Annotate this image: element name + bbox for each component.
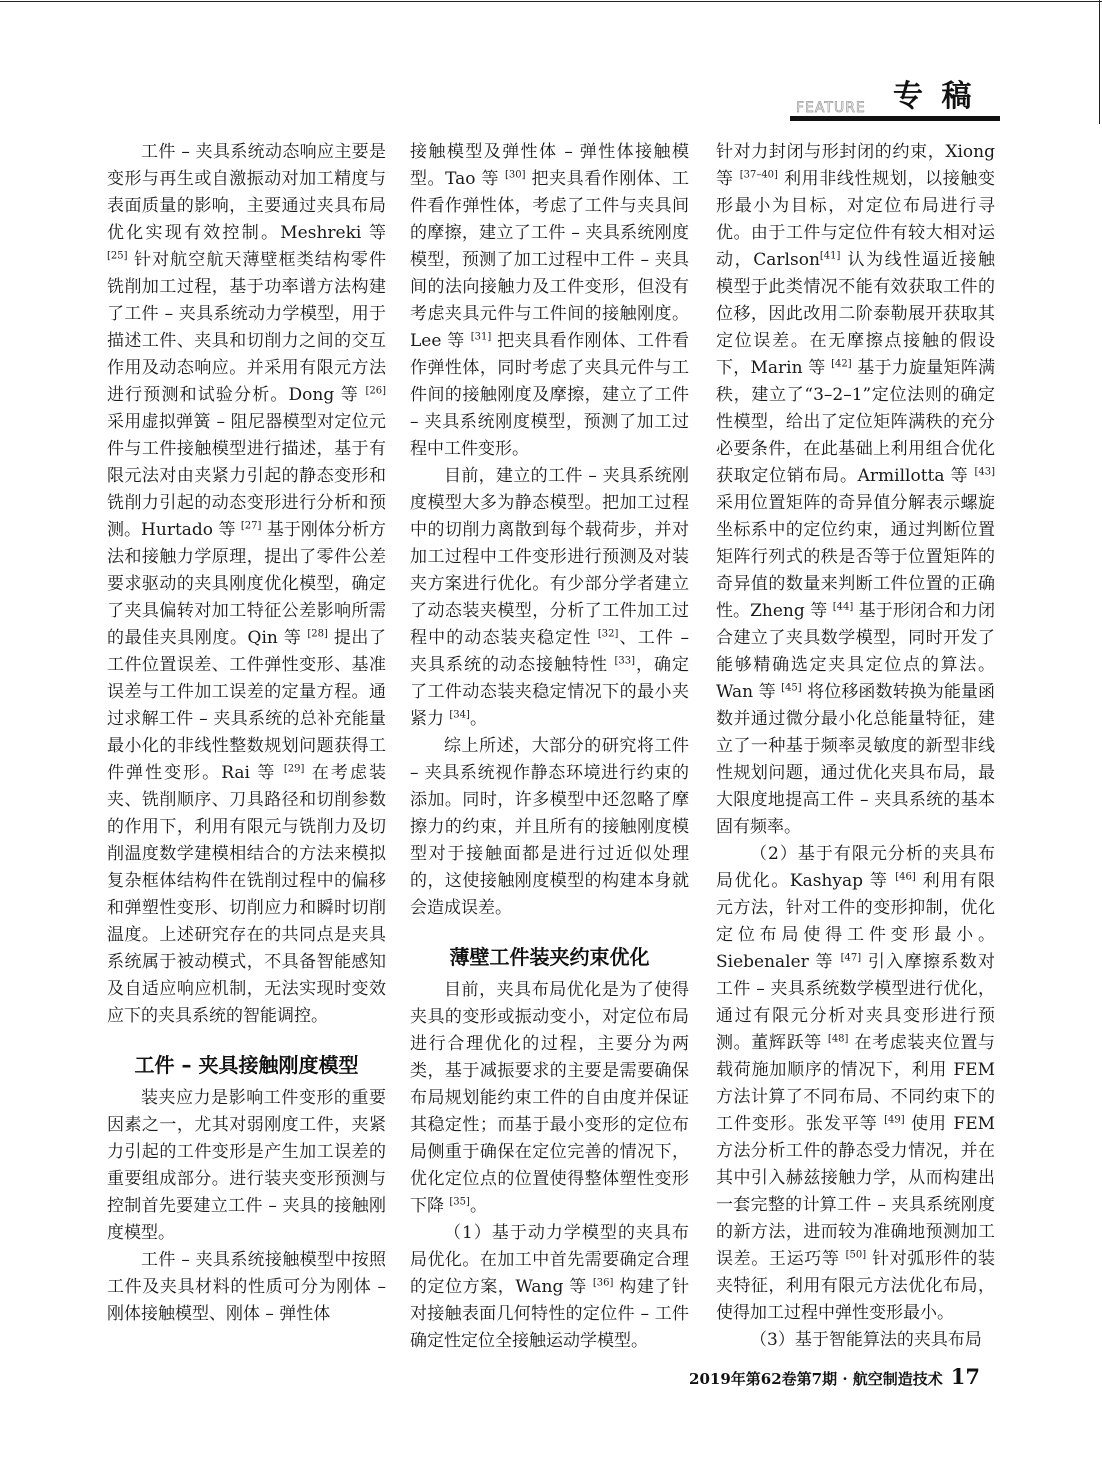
citation-ref: [46] bbox=[895, 871, 916, 883]
citation-ref: [49] bbox=[884, 1114, 905, 1126]
body-paragraph: （2）基于有限元分析的夹具布局优化。Kashyap 等 [46] 利用有限元方法，针对工件的变形抑制，优化定位布局使得工件变形最小。Siebenaler 等 [47] 引入摩擦系数对工件 – 夹具系统数学模型进行优化，通过有限元分析对夹具变形进行预测。董辉跃等 [48] 在考虑装夹位置与载荷施加顺序的情况下，利用 FEM 方法计算了不同布局、不同约束下的工件变形。张发平等 [49] 使用 FEM 方法分析工件的静态受力情况，并在其中引入赫兹接触力学，从而构建出一套完整的计算工件 – 夹具系统刚度的新方法，进而较为准确地预测加工误差。王运巧等 [50] 针对弧形件的装夹特征，利用有限元方法优化布局，使得加工过程中弹性变形最小。 bbox=[716, 844, 996, 1323]
body-paragraph: 综上所述，大部分的研究将工件 – 夹具系统视作静态环境进行约束的添加。同时，许多模型中还忽略了摩擦力的约束，并且所有的接触刚度模型对于接触面都是进行过近似处理的，这使接触刚度模型的构建本身就会造成误差。 bbox=[410, 736, 689, 918]
citation-ref: [43] bbox=[974, 466, 995, 478]
body-paragraph-continued: 接触模型及弹性体 – 弹性体接触模型。Tao 等 [30] 把夹具看作刚体、工件看作弹性体，考虑了工件与夹具间的摩擦，建立了工件 – 夹具系统刚度模型，预测了加工过程中工件 – 夹具间的法向接触力及工件变形，但没有考虑夹具元件与工件间的接触刚度。Lee 等 [31] 把夹具看作刚体、工件看作弹性体，同时考虑了夹具元件与工件间的接触刚度及摩擦，建立了工件 – 夹具系统刚度模型，预测了加工过程中工件变形。 bbox=[410, 142, 690, 459]
page-number: 17 bbox=[950, 1364, 980, 1389]
body-paragraph-continued: 针对力封闭与形封闭的约束，Xiong 等 [37–40] 利用非线性规划，以接触变形最小为目标，对定位布局进行寻优。由于工件与定位件有较大相对运动，Carlson[41] 认为线性逼近接触模型于此类情况不能有效获取工件的位移，因此改用二阶泰勒展开获取其定位误差。在无摩擦点接触的假设下，Marin 等 [42] 基于力旋量矩阵满秩，建立了“3–2–1”定位法则的确定性模型，给出了定位矩阵满秩的充分必要条件，在此基础上利用组合优化获取定位销布局。Armillotta 等 [43] 采用位置矩阵的奇异值分解表示螺旋坐标系中的定位约束，通过判断位置矩阵行列式的秩是否等于位置矩阵的奇异值的数量来判断工件位置的正确性。Zheng 等 [44] 基于形闭合和力闭合建立了夹具数学模型，同时开发了能够精确选定夹具定位点的算法。Wan 等 [45] 将位移函数转换为能量函数并通过微分最小化总能量特征，建立了一种基于频率灵敏度的新型非线性规划问题，通过优化夹具布局，最大限度地提高工件 – 夹具系统的基本固有频率。 bbox=[716, 142, 996, 837]
journal-issue: 2019年第62卷第7期 · 航空制造技术 bbox=[689, 1370, 943, 1388]
body-paragraph: （3）基于智能算法的夹具布局 bbox=[750, 1330, 982, 1350]
citation-ref: [32] bbox=[597, 628, 619, 640]
citation-ref: [41] bbox=[819, 250, 841, 262]
feature-label: FEATURE bbox=[796, 100, 866, 116]
text-column-3 bbox=[716, 139, 995, 1354]
body-paragraph: 目前，建立的工件 – 夹具系统刚度模型大多为静态模型。把加工过程中的切削力离散到每个载荷步，并对加工过程中工件变形进行预测及对装夹方案进行优化。有少部分学者建立了动态装夹模型，分析了工件加工过程中的动态装夹稳定性 [32]、工件 – 夹具系统的动态接触特性 [33]，确定了工件动态装夹稳定情况下的最小夹紧力 [34]。 bbox=[410, 466, 690, 729]
citation-ref: [36] bbox=[592, 1277, 614, 1289]
citation-ref: [35] bbox=[449, 1196, 470, 1208]
citation-ref: [27] bbox=[240, 520, 262, 532]
body-paragraph: （1）基于动力学模型的夹具布局优化。在加工中首先需要确定合理的定位方案，Wang 等 [36] 构建了针对接触表面几何特性的定位件 – 工件确定性定位全接触运动学模型。 bbox=[410, 1223, 689, 1351]
section-label: 专 稿 bbox=[893, 79, 976, 114]
top-rule bbox=[0, 1, 1102, 2]
citation-ref: [28] bbox=[307, 628, 328, 640]
citation-ref: [31] bbox=[470, 331, 492, 343]
text-column-2 bbox=[410, 139, 689, 1355]
citation-ref: [47] bbox=[840, 952, 862, 964]
section-heading: 工件 – 夹具接触刚度模型 bbox=[134, 1053, 359, 1077]
citation-ref: [50] bbox=[845, 1249, 867, 1261]
section-heading: 薄壁工件装夹约束优化 bbox=[449, 945, 650, 969]
body-paragraph: 工件 – 夹具系统动态响应主要是变形与再生或自激振动对加工精度与表面质量的影响，主要通过夹具布局优化实现有效控制。Meshreki 等 [25] 针对航空航天薄壁框类结构零件铣削加工过程，基于功率谱方法构建了工件 – 夹具系统动力学模型，用于描述工件、夹具和切削力之间的交互作用及动态响应。并采用有限元方法进行预测和试验分析。Dong 等 [26] 采用虚拟弹簧 – 阻尼器模型对定位元件与工件接触模型进行描述，基于有限元法对由夹紧力引起的静态变形和铣削力引起的动态变形进行分析和预测。Hurtado 等 [27] 基于刚体分析方法和接触力学原理，提出了零件公差要求驱动的夹具刚度优化模型，确定了夹具偏转对加工特征公差影响所需的最佳夹具刚度。Qin 等 [28] 提出了工件位置误差、工件弹性变形、基准误差与工件加工误差的定量方程。通过求解工件 – 夹具系统的总补充能量最小化的非线性整数规划问题获得工件弹性变形。Rai 等 [29] 在考虑装夹、铣削顺序、刀具路径和切削参数的作用下，利用有限元与铣削力及切削温度数学建模相结合的方法来模拟复杂框体结构件在铣削过程中的偏移和弹塑性变形、切削应力和瞬时切削温度。上述研究存在的共同点是夹具系统属于被动模式，不具备智能感知及自适应响应机制，无法实现时变效应下的夹具系统的智能调控。 bbox=[107, 142, 386, 1026]
body-paragraph: 目前，夹具布局优化是为了使得夹具的变形或振动变小，对定位布局进行合理优化的过程，主要分为两类，基于减振要求的主要是需要确保布局规划能约束工件的自由度并保证其稳定性；而基于最小变形的定位布局侧重于确保在定位完善的情况下，优化定位点的位置使得整体塑性变形下降 [35]。 bbox=[410, 980, 689, 1216]
citation-ref: [48] bbox=[827, 1033, 849, 1045]
citation-ref: [34] bbox=[449, 709, 470, 721]
citation-ref: [30] bbox=[505, 169, 526, 181]
text-column-1 bbox=[107, 139, 386, 1328]
body-paragraph: 工件 – 夹具系统接触模型中按照工件及夹具材料的性质可分为刚体 – 刚体接触模型、刚体 – 弹性体 bbox=[107, 1250, 386, 1324]
citation-ref: [25] bbox=[107, 250, 128, 262]
citation-ref: [44] bbox=[832, 601, 854, 613]
citation-ref: [26] bbox=[365, 385, 386, 397]
citation-ref: [37–40] bbox=[739, 169, 778, 181]
citation-ref: [33] bbox=[614, 655, 635, 667]
right-edge-rule bbox=[1099, 0, 1100, 124]
header-rule bbox=[790, 116, 1000, 121]
body-paragraph: 装夹应力是影响工件变形的重要因素之一，尤其对弱刚度工件，夹紧力引起的工件变形是产生加工误差的重要组成部分。进行装夹变形预测与控制首先要建立工件 – 夹具的接触刚度模型。 bbox=[107, 1088, 386, 1243]
citation-ref: [42] bbox=[831, 358, 852, 370]
citation-ref: [45] bbox=[781, 682, 802, 694]
citation-ref: [29] bbox=[283, 763, 305, 775]
page-footer bbox=[580, 1364, 980, 1392]
